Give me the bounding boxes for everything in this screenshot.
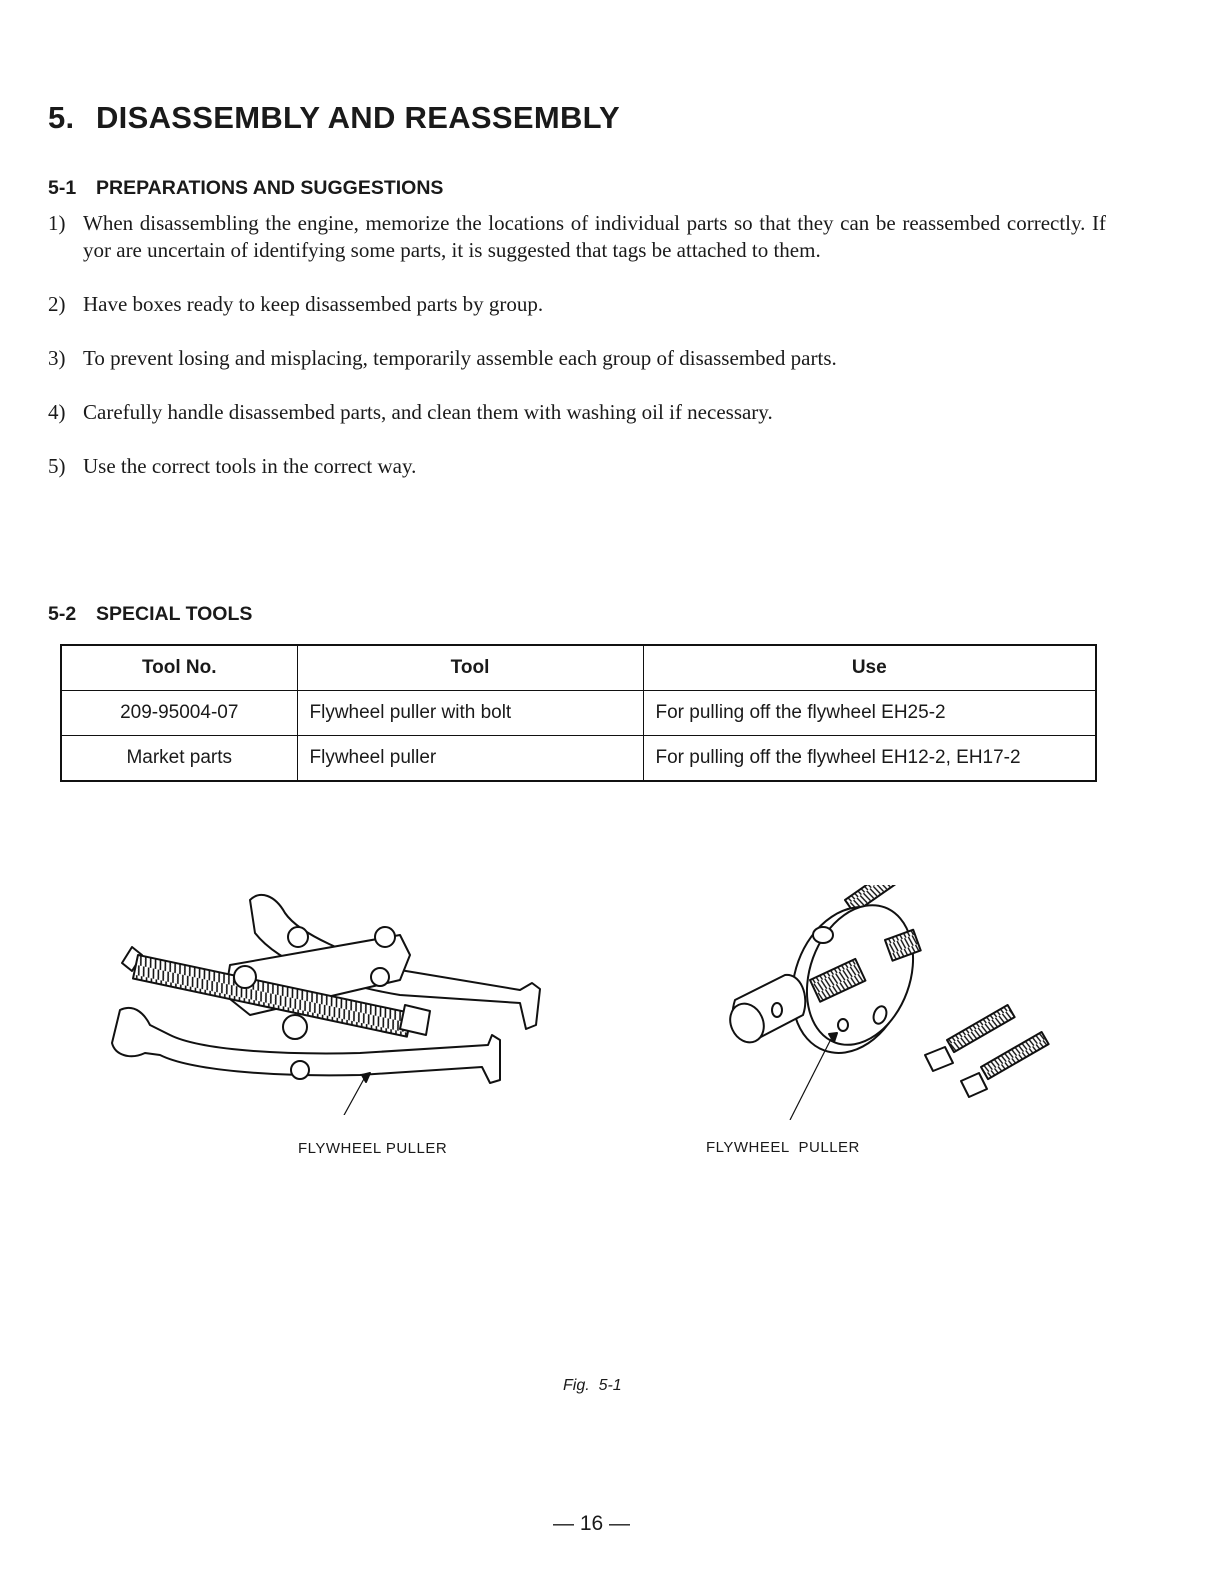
table-row: [61, 691, 1096, 736]
list-item-text: Have boxes ready to keep disassembed parts by group.: [83, 292, 544, 316]
tool-use-cell: For pulling off the flywheel EH12-2, EH17-2: [643, 736, 1096, 782]
left-figure-caption: FLYWHEEL PULLER: [298, 1140, 448, 1157]
list-item: [48, 345, 1106, 372]
list-marker: 2): [48, 292, 66, 316]
list-marker: 5): [48, 454, 66, 478]
special-tools-number: 5-2: [48, 603, 77, 625]
preparations-title: PREPARATIONS AND SUGGESTIONS: [96, 177, 444, 199]
tool-number-cell: Market parts: [61, 736, 297, 782]
tool-number-cell: 209-95004-07: [61, 691, 297, 736]
list-item: [48, 291, 1106, 318]
list-item: [48, 453, 1106, 480]
figure-label-text: Fig. 5-1: [563, 1377, 622, 1394]
preparations-heading: [48, 177, 443, 200]
right-figure-caption: [706, 1139, 860, 1156]
special-tools-title: SPECIAL TOOLS: [96, 603, 253, 625]
special-tools-heading: [48, 603, 252, 626]
tool-name-cell: Flywheel puller: [297, 736, 643, 782]
column-header-tool: Tool: [297, 645, 643, 691]
flywheel-puller-with-bolt-illustration: [100, 885, 560, 1115]
list-marker: 3): [48, 346, 66, 370]
preparations-number: 5-1: [48, 177, 77, 199]
column-header-tool-no: Tool No.: [61, 645, 297, 691]
list-marker: 4): [48, 400, 66, 424]
right-figure-caption-text: FLYWHEEL PULLER: [706, 1139, 860, 1156]
tool-use-cell: For pulling off the flywheel EH25-2: [643, 691, 1096, 736]
list-item-text: Carefully handle disassembed parts, and clean them with washing oil if necessary.: [83, 400, 773, 424]
list-item: [48, 399, 1106, 426]
page-number: — 16 —: [553, 1512, 631, 1535]
section-number: 5.: [48, 100, 75, 135]
table-row: [61, 736, 1096, 782]
list-item-text: Use the correct tools in the correct way.: [83, 454, 417, 478]
column-header-use: Use: [643, 645, 1096, 691]
special-tools-table: [60, 644, 1097, 782]
list-item: [48, 210, 1106, 264]
list-marker: 1): [48, 211, 66, 235]
list-item-text: When disassembling the engine, memorize the locations of individual parts so that they can be reassembed correctly. If yor are uncertain of identifying some parts, it is suggested that tags be attached to them.: [83, 211, 1106, 262]
tool-name-cell: Flywheel puller with bolt: [297, 691, 643, 736]
figure-label: [563, 1377, 622, 1395]
preparations-list: [48, 210, 1106, 507]
table-header-row: [61, 645, 1096, 691]
page-title: [48, 100, 620, 136]
flywheel-puller-illustration: [715, 885, 1065, 1120]
list-item-text: To prevent losing and misplacing, temporarily assemble each group of disassembed parts.: [83, 346, 837, 370]
section-title: DISASSEMBLY AND REASSEMBLY: [96, 100, 621, 135]
